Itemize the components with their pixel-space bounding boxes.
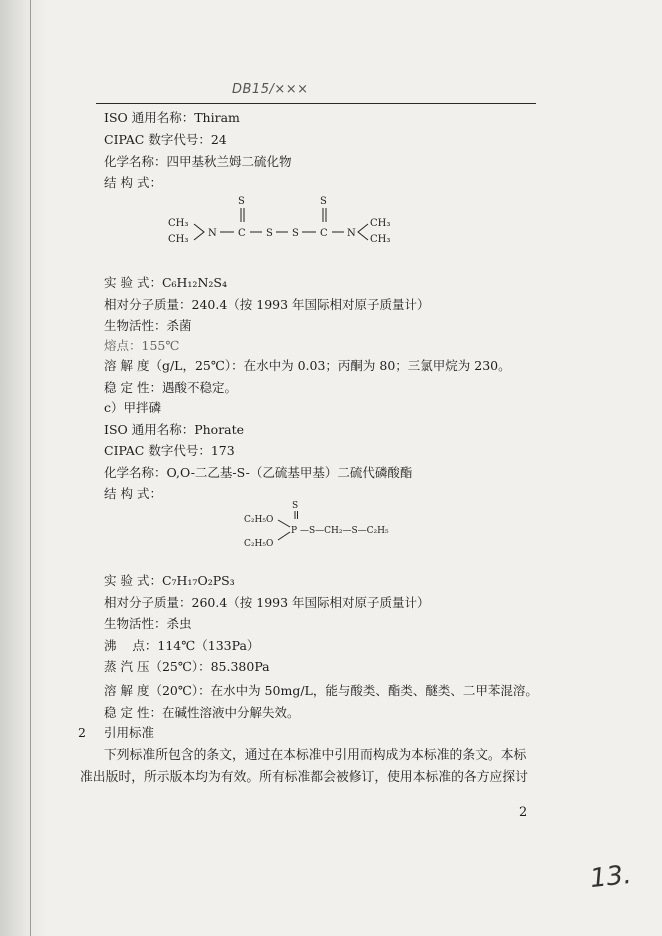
thiram-stability: 稳 定 性：遇酸不稳定。: [104, 380, 237, 395]
phorate-iso-name: ISO 通用名称：Phorate: [104, 422, 245, 437]
thiram-iso-name: ISO 通用名称：Thiram: [104, 110, 240, 125]
phorate-boiling-point: 沸 点：114℃（133Pa）: [104, 638, 260, 653]
phorate-vapor-pressure: 蒸 汽 压（25℃）：85.380Pa: [104, 659, 270, 674]
thiram-ch3-bottom-left: CH₃: [168, 234, 189, 245]
thiram-n-left: N: [208, 228, 217, 239]
section-title: 引用标准: [104, 725, 155, 740]
thiram-ch3-top-left: CH₃: [168, 218, 189, 229]
thiram-ch3-bottom-right: CH₃: [370, 234, 391, 245]
section-paragraph-line-1: 下列标准所包含的条文，通过在本标准中引用而构成为本标准的条文。本标: [104, 748, 527, 763]
header-code: DB15/×××: [232, 82, 309, 97]
phorate-chain: —S—CH₂—S—C₂H₅: [300, 526, 389, 536]
thiram-c-left: C: [238, 228, 246, 239]
section-number: 2: [78, 725, 86, 740]
handwritten-note: 13.: [588, 859, 633, 895]
phorate-c2h5o-upper: C₂H₅O: [244, 515, 274, 525]
thiram-ch3-top-right: CH₃: [370, 218, 391, 229]
thiram-cipac: CIPAC 数字代号：24: [104, 132, 227, 147]
page-binding-line: [30, 0, 31, 936]
phorate-p: P: [291, 526, 298, 536]
phorate-formula: 实 验 式：C₇H₁₇O₂PS₃: [104, 573, 235, 588]
phorate-heading: c）甲拌磷: [104, 400, 162, 415]
phorate-solubility: 溶 解 度（20℃）：在水中为 50mg/L，能与酸类、酯类、醚类、二甲苯混溶。: [104, 683, 538, 698]
thiram-formula: 实 验 式：C₆H₁₂N₂S₄: [104, 275, 227, 290]
thiram-melting-point: 熔点：155℃: [104, 338, 180, 353]
thiram-chem-name: 化学名称：四甲基秋兰姆二硫化物: [104, 154, 292, 169]
thiram-mass: 相对分子质量：240.4（按 1993 年国际相对原子质量计）: [104, 297, 430, 312]
thiram-activity: 生物活性：杀菌: [104, 318, 192, 333]
thiram-c-right: C: [320, 228, 328, 239]
thiram-s-chain-1: S: [266, 228, 273, 239]
phorate-stability: 稳 定 性：在碱性溶液中分解失效。: [104, 705, 300, 720]
section-paragraph-line-2: 准出版时，所示版本均为有效。所有标准都会被修订，使用本标准的各方应探讨: [80, 770, 528, 785]
phorate-structure-diagram: [240, 496, 410, 554]
phorate-s-upper: S: [292, 501, 299, 511]
thiram-s-chain-2: S: [292, 228, 299, 239]
page-edge-shadow: [0, 0, 48, 936]
thiram-s-upper-right: S: [320, 196, 327, 207]
phorate-structure-label: 结 构 式：: [104, 486, 162, 501]
phorate-c2h5o-lower: C₂H₅O: [244, 539, 274, 549]
phorate-cipac: CIPAC 数字代号：173: [104, 443, 235, 458]
thiram-s-upper-left: S: [238, 196, 245, 207]
phorate-mass: 相对分子质量：260.4（按 1993 年国际相对原子质量计）: [104, 595, 430, 610]
thiram-solubility: 溶 解 度（g/L，25℃）：在水中为 0.03；丙酮为 80；三氯甲烷为 230。: [104, 358, 511, 373]
thiram-structure-diagram: [160, 190, 400, 250]
phorate-chem-name: 化学名称：O,O-二乙基-S-（乙硫基甲基）二硫代磷酸酯: [104, 465, 413, 480]
thiram-structure-label: 结 构 式：: [104, 175, 162, 190]
page-number: 2: [519, 805, 528, 820]
thiram-n-right: N: [347, 228, 356, 239]
header-rule: [96, 103, 536, 104]
phorate-activity: 生物活性：杀虫: [104, 616, 192, 631]
